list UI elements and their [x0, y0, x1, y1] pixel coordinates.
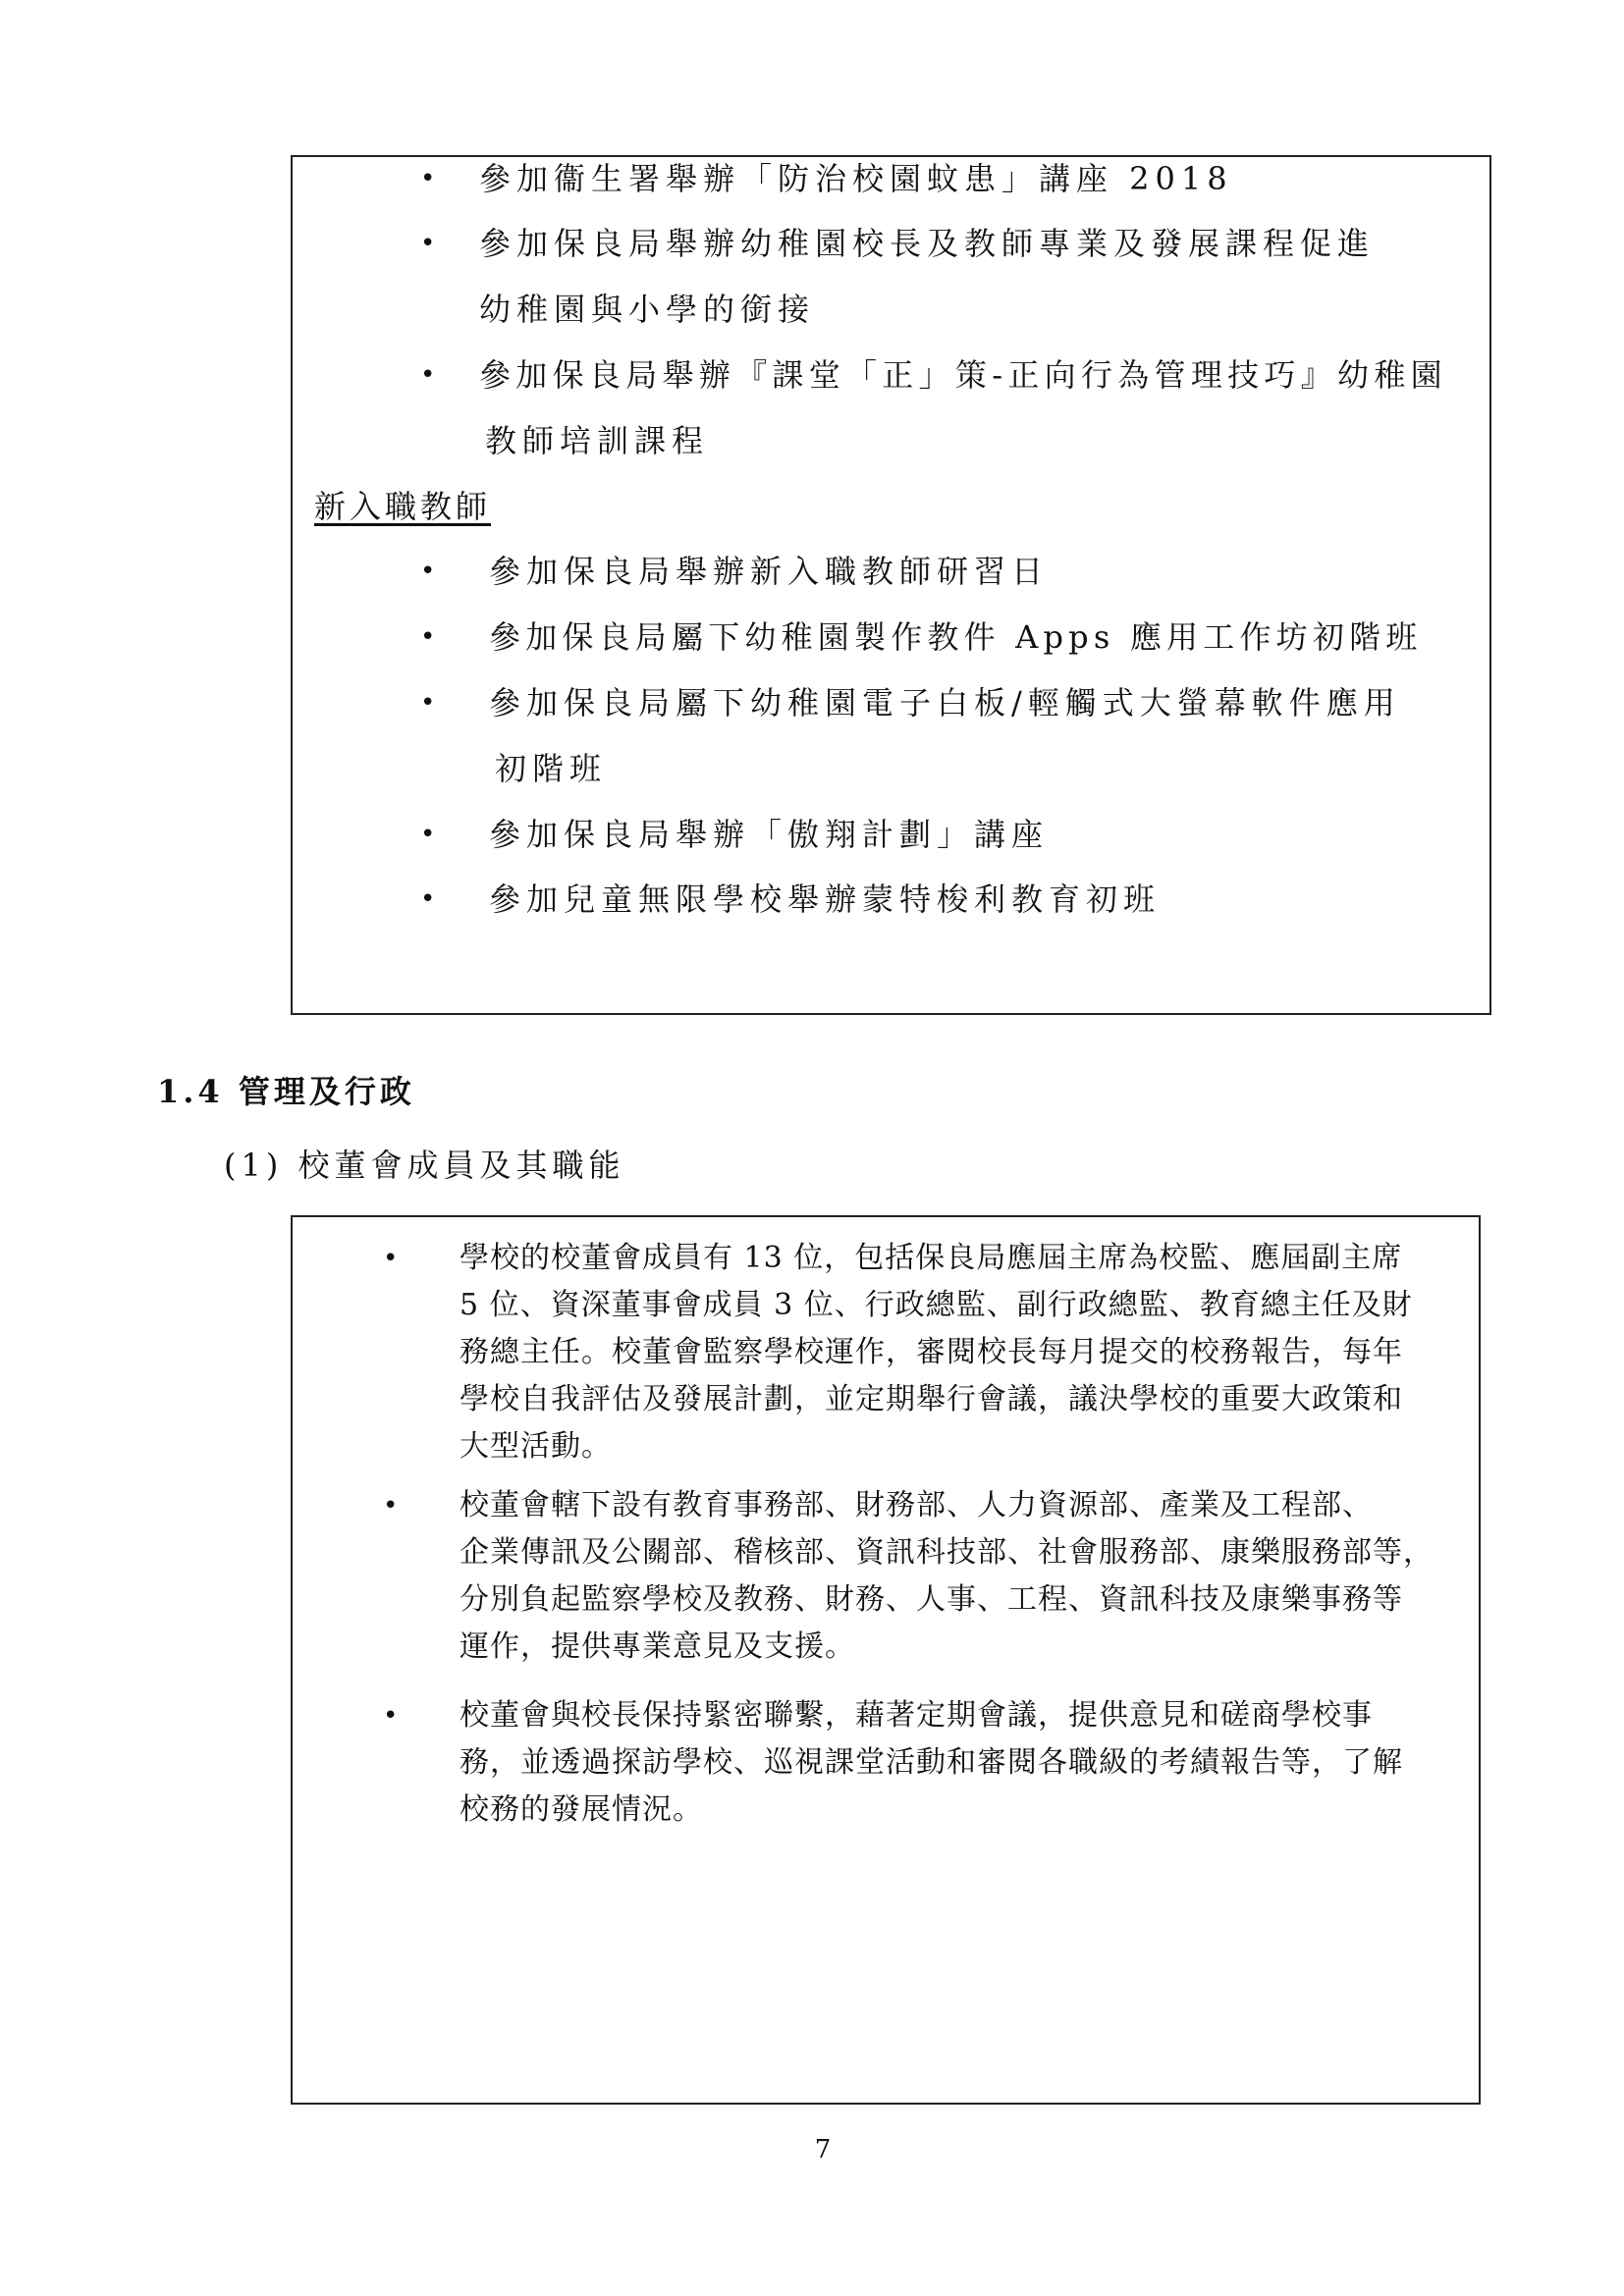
bullet-icon: •: [383, 1491, 399, 1521]
bullet-icon: •: [420, 820, 436, 849]
bullet-icon: •: [420, 557, 436, 586]
board-paragraph-line: 企業傳訊及公關部、稽核部、資訊科技部、社會服務部、康樂服務部等，: [460, 1535, 1434, 1570]
training-item: 參加保良局舉辦幼稚園校長及教師專業及發展課程促進: [479, 225, 1376, 262]
bullet-icon: •: [383, 1244, 399, 1273]
new-teacher-item: 參加保良局舉辦新入職教師研習日: [489, 553, 1050, 590]
board-paragraph-line: 大型活動。: [460, 1429, 612, 1464]
bullet-icon: •: [420, 229, 436, 258]
section-title: 1.4 管理及行政: [157, 1073, 415, 1110]
board-paragraph-line: 學校自我評估及發展計劃，並定期舉行會議，議決學校的重要大政策和: [460, 1382, 1403, 1416]
board-paragraph-line: 分別負起監察學校及教務、財務、人事、工程、資訊科技及康樂事務等: [460, 1582, 1403, 1617]
bullet-icon: •: [420, 164, 436, 193]
bullet-icon: •: [383, 1701, 399, 1731]
bullet-icon: •: [420, 884, 436, 914]
board-paragraph-line: 校董會轄下設有教育事務部、財務部、人力資源部、產業及工程部、: [460, 1488, 1373, 1522]
page-number: 7: [814, 2135, 832, 2164]
training-item-continuation: 教師培訓課程: [485, 422, 710, 459]
board-paragraph-line: 校董會與校長保持緊密聯繫，藉著定期會議，提供意見和磋商學校事: [460, 1698, 1373, 1733]
board-paragraph-line: 運作，提供專業意見及支援。: [460, 1629, 855, 1664]
bullet-icon: •: [420, 360, 436, 390]
board-paragraph-line: 務，並透過探訪學校、巡視課堂活動和審閱各職級的考績報告等，了解: [460, 1745, 1403, 1780]
new-teacher-item: 參加保良局舉辦「傲翔計劃」講座: [489, 816, 1050, 853]
board-paragraph-line: 校務的發展情況。: [460, 1792, 703, 1827]
board-paragraph-line: 務總主任。校董會監察學校運作，審閱校長每月提交的校務報告，每年: [460, 1335, 1403, 1369]
board-paragraph-line: 5 位、資深董事會成員 3 位、行政總監、副行政總監、教育總主任及財: [460, 1288, 1413, 1322]
board-paragraph-line: 學校的校董會成員有 13 位，包括保良局應屆主席為校監、應屆副主席: [460, 1241, 1403, 1275]
training-item: 參加衞生署舉辦「防治校園蚊患」講座 2018: [479, 160, 1233, 197]
new-teacher-item-continuation: 初階班: [495, 750, 608, 787]
bullet-icon: •: [420, 622, 436, 652]
bullet-icon: •: [420, 688, 436, 718]
new-teacher-item: 參加兒童無限學校舉辦蒙特梭利教育初班: [489, 881, 1162, 918]
training-item: 參加保良局舉辦『課堂「正」策-正向行為管理技巧』幼稚園: [479, 356, 1447, 394]
training-item-continuation: 幼稚園與小學的銜接: [479, 291, 816, 328]
new-teacher-item: 參加保良局屬下幼稚園製作教件 Apps 應用工作坊初階班: [489, 618, 1423, 656]
new-teacher-heading: 新入職教師: [314, 488, 492, 525]
new-teacher-item: 參加保良局屬下幼稚園電子白板/輕觸式大螢幕軟件應用: [489, 684, 1401, 721]
section-subtitle: (1) 校董會成員及其職能: [224, 1147, 625, 1184]
